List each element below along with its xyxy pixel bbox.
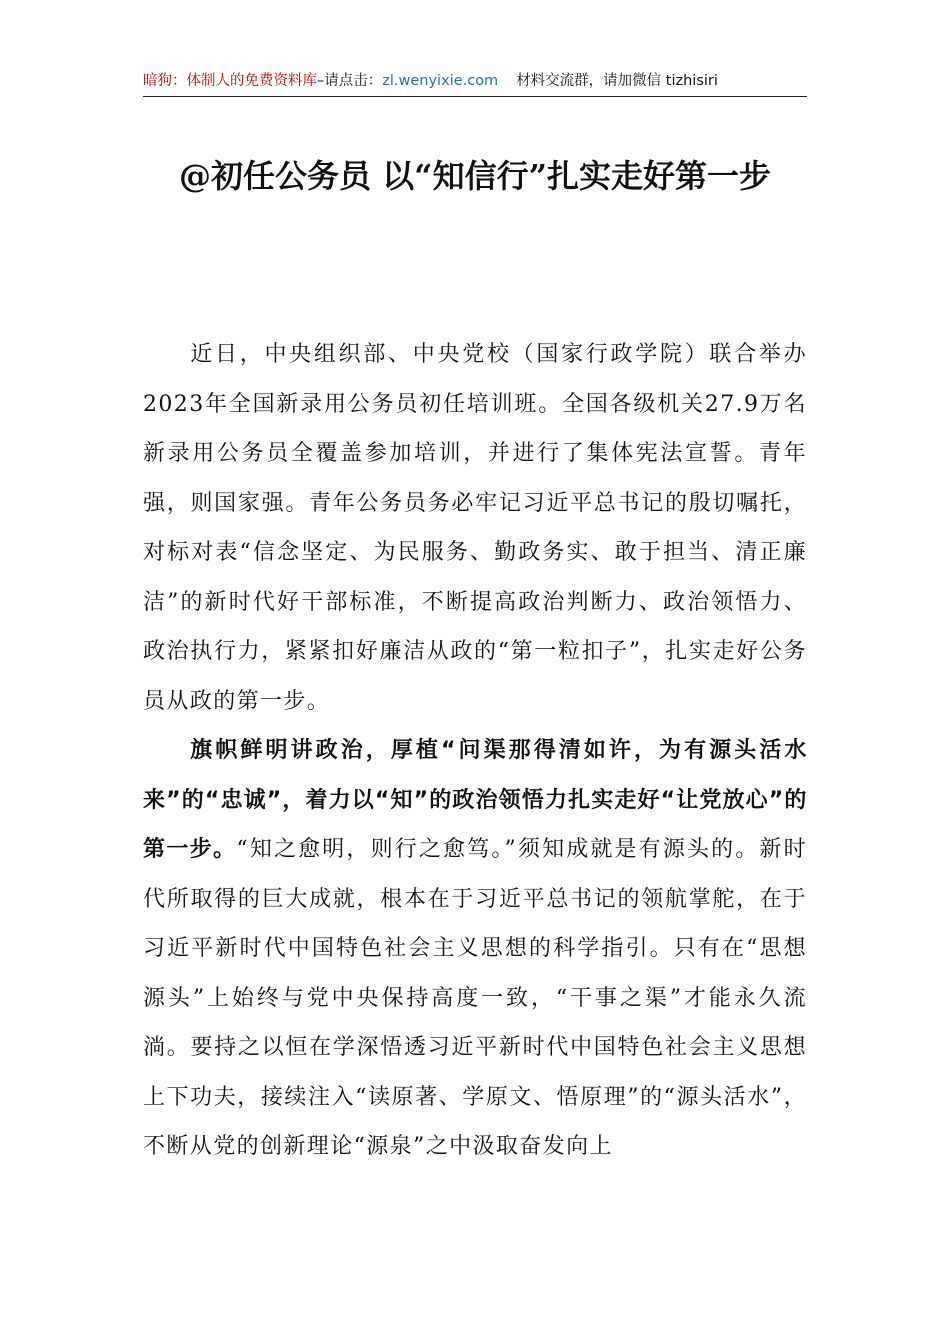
header-separator: –请点击： [317,73,383,89]
paragraph-lead: 旗帜鲜明讲政治，厚植“问渠那得清如许，为有源头活水来”的“忠诚”，着力以“知”的政治领悟力扎实走好“让党放心”的第一步。 [143,738,807,862]
header-wechat-note: 材料交流群，请加微信 tizhisiri [516,73,718,89]
paragraph [143,726,807,1172]
paragraph-text: 近日，中央组织部、中央党校（国家行政学院）联合举办2023年全国新录用公务员初任培训班。全国各级机关27.9万名新录用公务员全覆盖参加培训，并进行了集体宪法宣誓。青年强，则国家强。青年公务员务必牢记习近平总书记的殷切嘱托，对标对表“信念坚定、为民服务、勤政务实、敢于担当、清正廉洁”的新时代好干部标准，不断提高政治判断力、政治领悟力、政治执行力，紧紧扣好廉洁从政的“第一粒扣子”，扎实走好公务员从政的第一步。 [143,342,807,714]
document-body [143,330,807,1172]
header-link[interactable]: zl.wenyixie.com [382,73,499,89]
page-header [143,70,807,97]
paragraph [143,330,807,726]
paragraph-text: “知之愈明，则行之愈笃。”须知成就是有源头的。新时代所取得的巨大成就，根本在于习近平总书记的领航掌舵，在于习近平新时代中国特色社会主义思想的科学指引。只有在“思想源头”上始终与党中央保持高度一致，“干事之渠”才能永久流淌。要持之以恒在学深悟透习近平新时代中国特色社会主义思想上下功夫，接续注入“读原著、学原文、悟原理”的“源头活水”，不断从党的创新理论“源泉”之中汲取奋发向上 [143,837,807,1159]
document-title: @初任公务员 以“知信行”扎实走好第一步 [179,157,771,195]
header-brand: 暗狗：体制人的免费资料库 [143,73,317,89]
